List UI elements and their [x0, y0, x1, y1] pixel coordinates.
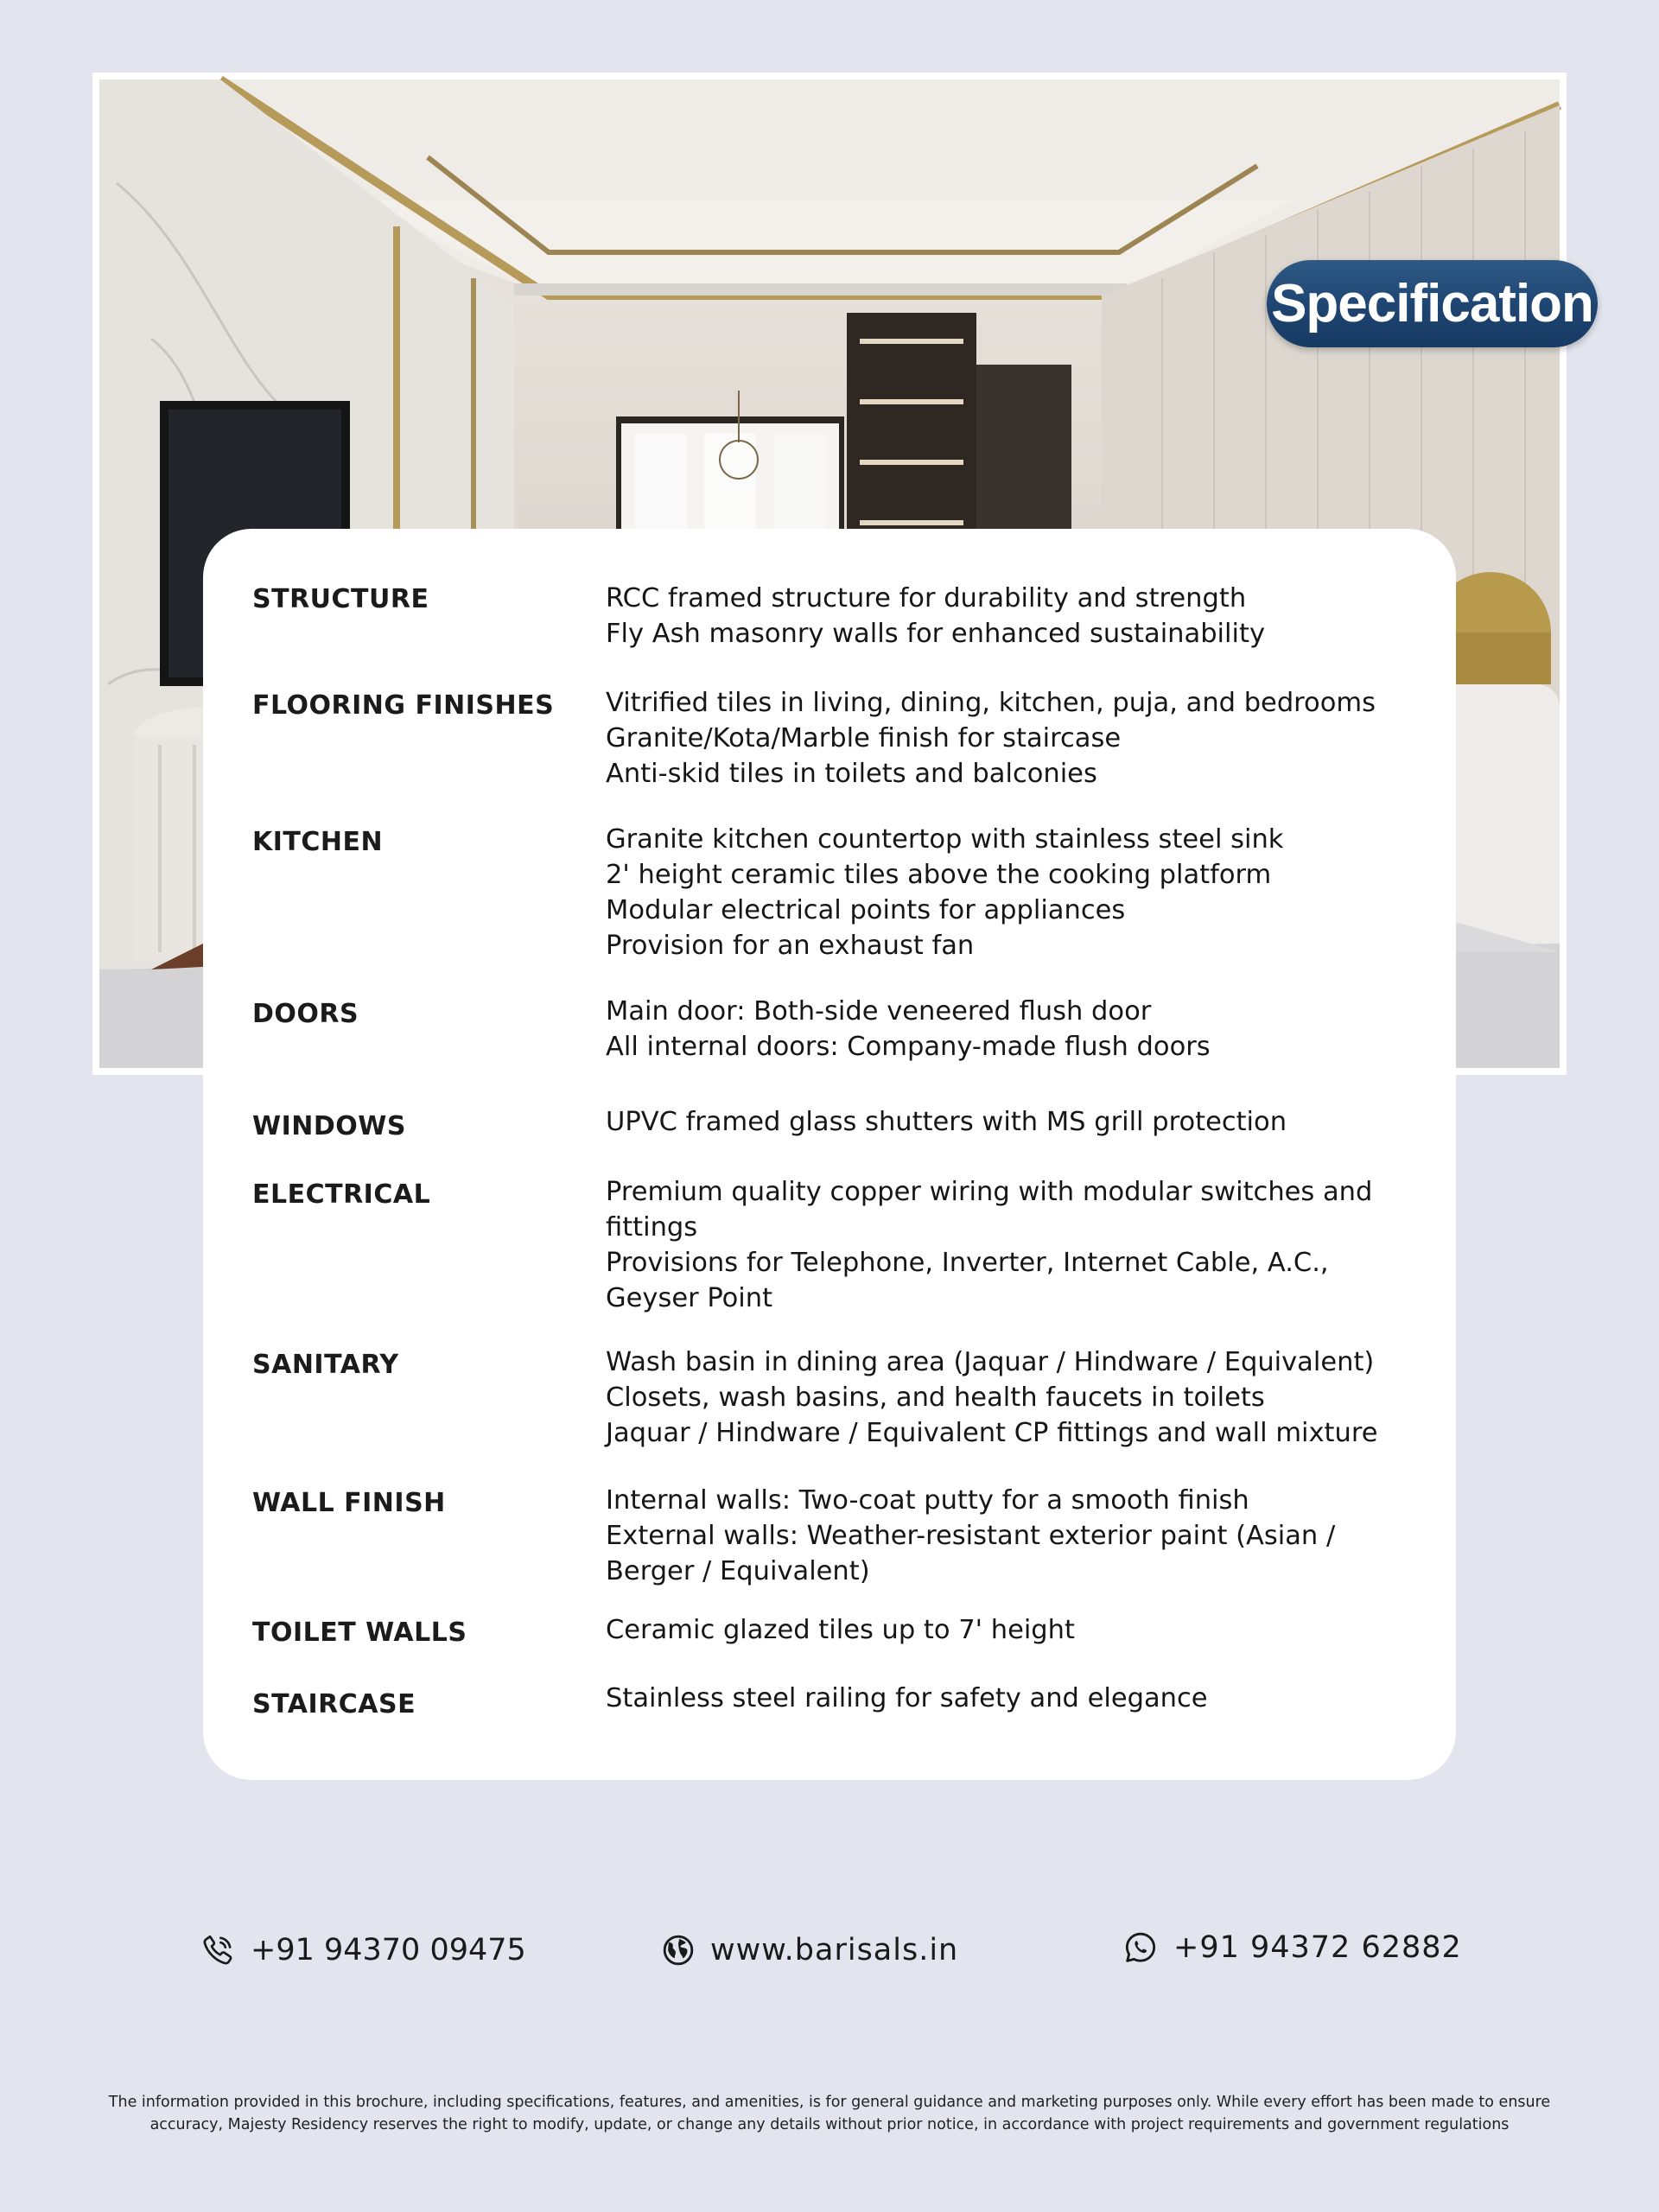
contact-phone[interactable]: [200, 1924, 526, 1976]
spec-line: 2' height ceramic tiles above the cooking platform: [606, 860, 1272, 890]
phone-icon: [200, 1933, 235, 1967]
whatsapp-number: +91 94372 62882: [1173, 1930, 1462, 1965]
spec-details: [606, 685, 1418, 791]
spec-line: Berger / Equivalent): [606, 1556, 870, 1586]
spec-line: Ceramic glazed tiles up to 7' height: [606, 1615, 1075, 1645]
spec-label: WALL FINISH: [252, 1488, 446, 1518]
spec-line: Granite/Kota/Marble finish for staircase: [606, 723, 1122, 753]
spec-details: [606, 1104, 1418, 1140]
spec-line: Fly Ash masonry walls for enhanced sustainability: [606, 619, 1265, 649]
spec-line: All internal doors: Company-made flush doors: [606, 1032, 1211, 1062]
spec-details: [606, 1483, 1418, 1589]
spec-label: KITCHEN: [252, 827, 384, 857]
spec-line: Geyser Point: [606, 1283, 773, 1313]
disclaimer-text: The information provided in this brochure, including specifications, features, and amenities, is for general guidance and marketing purposes only. While every effort has been made to ensure accuracy, Majesty Residency reserves the right to modify, update, or change any details without prior notice, in accordance with project requirements and government regulations: [108, 2094, 1551, 2133]
specification-badge: Specification: [1267, 260, 1598, 347]
spec-line: Vitrified tiles in living, dining, kitchen, puja, and bedrooms: [606, 688, 1376, 718]
phone-number: +91 94370 09475: [251, 1933, 526, 1967]
spec-line: Jaquar / Hindware / Equivalent CP fittings and wall mixture: [606, 1418, 1378, 1448]
spec-line: Anti-skid tiles in toilets and balconies: [606, 759, 1097, 789]
spec-details: [606, 822, 1418, 963]
spec-line: Provision for an exhaust fan: [606, 931, 975, 961]
spec-label: FLOORING FINISHES: [252, 690, 555, 721]
spec-details: [606, 994, 1418, 1065]
spec-label: STRUCTURE: [252, 584, 429, 614]
spec-label: SANITARY: [252, 1350, 399, 1380]
spec-line: Premium quality copper wiring with modular switches and: [606, 1177, 1373, 1207]
spec-line: Stainless steel railing for safety and elegance: [606, 1683, 1208, 1713]
spec-line: Granite kitchen countertop with stainless steel sink: [606, 824, 1284, 855]
spec-line: Internal walls: Two-coat putty for a smooth finish: [606, 1485, 1249, 1516]
globe-icon: [662, 1934, 695, 1967]
spec-line: Main door: Both-side veneered flush door: [606, 996, 1152, 1027]
spec-label: WINDOWS: [252, 1111, 406, 1141]
spec-label: STAIRCASE: [252, 1689, 416, 1719]
spec-label: ELECTRICAL: [252, 1179, 431, 1210]
spec-line: Wash basin in dining area (Jaquar / Hindware / Equivalent): [606, 1347, 1375, 1377]
spec-details: [606, 581, 1418, 652]
spec-label: TOILET WALLS: [252, 1618, 467, 1648]
spec-line: UPVC framed glass shutters with MS grill protection: [606, 1107, 1287, 1137]
spec-line: Closets, wash basins, and health faucets in toilets: [606, 1382, 1265, 1413]
whatsapp-icon: [1123, 1930, 1158, 1965]
spec-line: Provisions for Telephone, Inverter, Internet Cable, A.C.,: [606, 1248, 1329, 1278]
spec-line: fittings: [606, 1212, 698, 1243]
spec-label: DOORS: [252, 999, 359, 1029]
spec-details: [606, 1174, 1418, 1316]
website-url: www.barisals.in: [710, 1933, 959, 1967]
spec-line: Modular electrical points for appliances: [606, 895, 1126, 925]
spec-line: RCC framed structure for durability and strength: [606, 583, 1247, 613]
spec-details: [606, 1344, 1418, 1451]
spec-line: External walls: Weather-resistant exterior paint (Asian /: [606, 1521, 1336, 1551]
spec-details: [606, 1681, 1418, 1716]
specification-card: [203, 529, 1456, 1780]
spec-details: [606, 1612, 1418, 1648]
contact-website[interactable]: [662, 1924, 958, 1976]
contact-whatsapp[interactable]: [1123, 1922, 1462, 1974]
